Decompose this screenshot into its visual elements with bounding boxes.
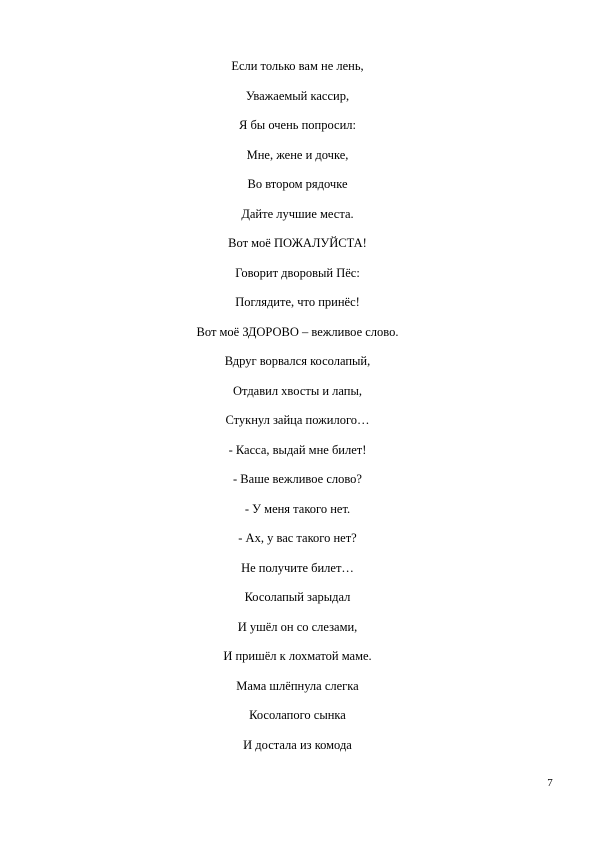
page-number: 7 (547, 777, 553, 789)
poem-line: Косолапый зарыдал (244, 590, 351, 604)
poem-line: Вдруг ворвался косолапый, (224, 354, 371, 368)
poem-line: И ушёл он со слезами, (237, 619, 358, 634)
poem-line: Я бы очень попросил: (238, 118, 356, 132)
poem-line: Вот моё ПОЖАЛУЙСТА! (228, 236, 367, 250)
poem-line: Уважаемый кассир, (245, 88, 350, 103)
poem-line: Мама шлёпнула слегка (236, 678, 359, 693)
poem-line: Отдавил хвосты и лапы, (233, 383, 362, 398)
poem-line: Говорит дворовый Пёс: (235, 265, 360, 280)
poem-line: И пришёл к лохматой маме. (223, 649, 372, 663)
poem-line: - Ах, у вас такого нет? (238, 531, 357, 545)
poem-line: Не получите билет… (241, 560, 354, 575)
poem-line: Поглядите, что принёс! (235, 295, 360, 309)
poem-line: - У меня такого нет. (244, 501, 351, 516)
poem-line: Во втором рядочке (247, 177, 348, 191)
poem-line: - Касса, выдай мне билет! (228, 442, 367, 457)
poem-line: Косолапого сынка (249, 708, 346, 722)
poem-line: Стукнул зайца пожилого… (225, 413, 370, 427)
poem-line: И достала из комода (243, 737, 352, 752)
poem-line: Вот моё ЗДОРОВО – вежливое слово. (196, 324, 399, 339)
poem-text (0, 56, 595, 764)
poem-line: Если только вам не лень, (231, 59, 364, 73)
poem-line: Дайте лучшие места. (241, 206, 354, 221)
poem-line: Мне, жене и дочке, (246, 147, 349, 162)
poem-line: - Ваше вежливое слово? (233, 472, 362, 486)
